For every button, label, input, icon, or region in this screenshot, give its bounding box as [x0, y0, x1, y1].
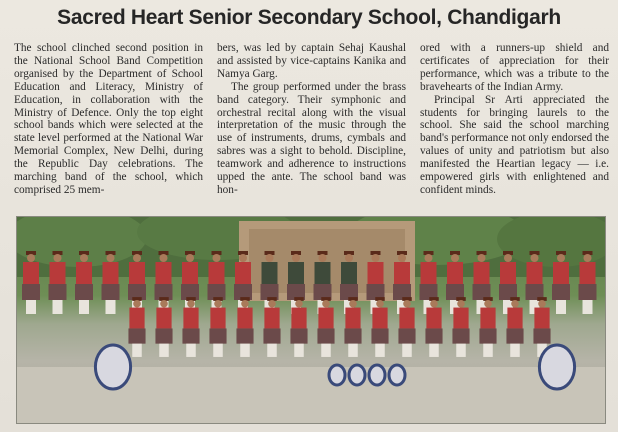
article-column-2	[217, 42, 406, 212]
headline: Sacred Heart Senior Secondary School, Chandigarh	[57, 6, 561, 29]
band-member	[128, 297, 145, 357]
paragraph: ored with a runners-up shield and certificates of appreciation for their performance, which was a tribute to the bravehearts of the Indian Army.	[420, 42, 609, 93]
article-column-3	[420, 42, 609, 212]
drum	[369, 365, 385, 385]
group-photo	[16, 216, 606, 424]
article-column-1	[14, 42, 203, 212]
drum	[329, 365, 345, 385]
drum	[95, 345, 130, 389]
drum	[539, 345, 574, 389]
paragraph: Principal Sr Arti appreciated the students for bringing laurels to the school. She said the school marching band's performance not only endorsed the values of unity and patriotism but also manifested the Heartian legacy — i.e. empowered girls with enlightened and confident minds.	[420, 93, 609, 196]
paragraph: The school clinched second position in the National School Band Competition organised by the Department of School Education and Literacy, Ministry of Education, in collaboration with the Ministry of Defence. Only the top eight school bands which were selected at the state level performed at the National War Memorial Complex, New Delhi, during the Republic Day celebrations. The marching band of the school, which comprised 25 mem-	[14, 42, 203, 196]
group-photo-drawing	[17, 217, 605, 423]
drum	[349, 365, 365, 385]
band-member	[155, 297, 172, 357]
paragraph: The group performed under the brass band category. Their symphonic and orchestral recital along with the visual interpretation of the music through the use of instruments, drums, cymbals and sabres was a sight to behold. Discipline, teamwork and adherence to instructions upped the ante. The school band was hon-	[217, 80, 406, 196]
paragraph: bers, was led by captain Sehaj Kaushal and assisted by vice-captains Kanika and Namya Garg.	[217, 42, 406, 80]
drum	[389, 365, 405, 385]
article-body	[14, 42, 609, 212]
